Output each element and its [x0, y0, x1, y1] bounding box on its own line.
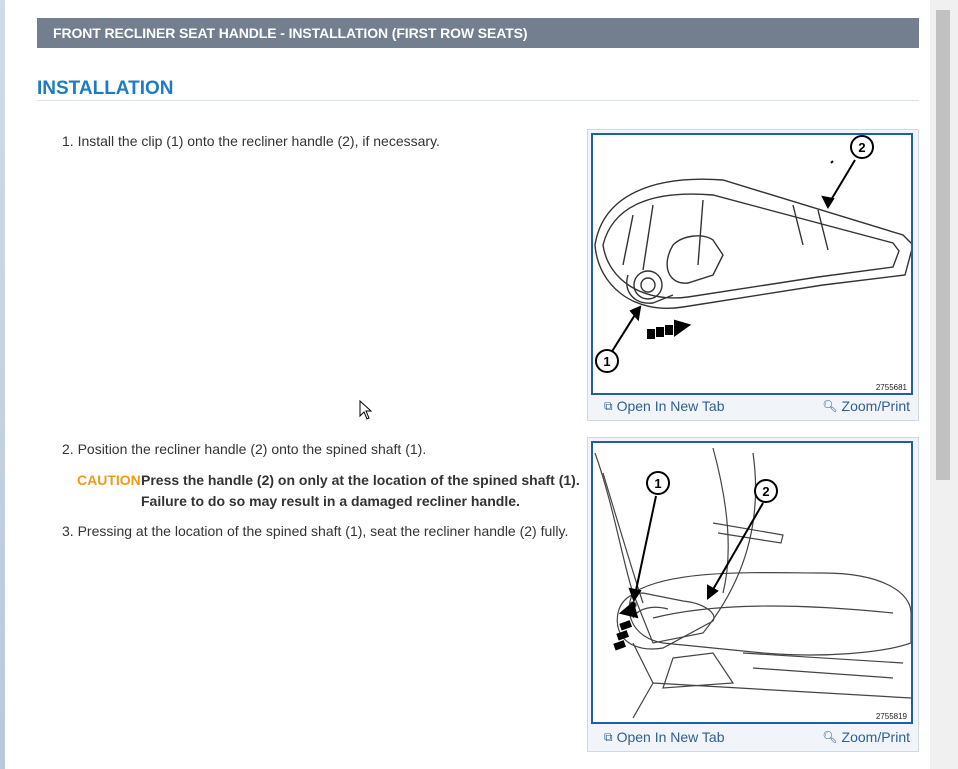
- mouse-cursor-icon: [359, 400, 373, 420]
- open-new-tab-icon: ⧉: [604, 398, 613, 413]
- figure-2-toolbar: [588, 723, 918, 751]
- figure-1-callout-2: [851, 136, 873, 158]
- figure-1-open-label: Open In New Tab: [616, 398, 725, 414]
- figure-1-image[interactable]: [591, 133, 913, 395]
- vertical-scrollbar[interactable]: [930, 0, 958, 769]
- recliner-handle-illustration: [593, 135, 911, 393]
- figure-2-open-label: Open In New Tab: [616, 729, 725, 745]
- step-3: 3. Pressing at the location of the spined shaft (1), seat the recliner handle (2) fully.: [62, 523, 569, 539]
- section-title: INSTALLATION: [37, 78, 919, 101]
- figure-2-callout-1: [647, 472, 669, 494]
- figure-2-zoom-label: Zoom/Print: [841, 729, 910, 745]
- figure-2: [587, 437, 919, 752]
- scrollbar-thumb[interactable]: [936, 10, 950, 480]
- figure-2-callout-2: [755, 480, 777, 502]
- content-page: [5, 0, 930, 769]
- svg-text:2: 2: [858, 140, 866, 155]
- figure-1-zoom-label: Zoom/Print: [841, 398, 910, 414]
- svg-text:2: 2: [762, 484, 770, 499]
- caution-label: CAUTION:: [77, 472, 146, 488]
- svg-text:1: 1: [603, 354, 611, 369]
- caution-text: [141, 470, 581, 512]
- recliner-seat-illustration: [593, 443, 911, 722]
- figure-1-zoom-print[interactable]: [822, 398, 910, 414]
- figure-1-toolbar: [588, 392, 918, 420]
- zoom-magnifier-icon: 🔍︎: [822, 730, 838, 744]
- figure-1: [587, 129, 919, 421]
- zoom-magnifier-icon: 🔍︎: [822, 399, 838, 413]
- figure-2-open-new-tab[interactable]: [604, 729, 725, 745]
- procedure-header: FRONT RECLINER SEAT HANDLE - INSTALLATION (FIRST ROW SEATS): [37, 18, 919, 48]
- caution-line-2: Failure to do so may result in a damaged recliner handle.: [141, 493, 520, 509]
- figure-2-image[interactable]: [591, 441, 913, 724]
- figure-1-id: 2755681: [875, 383, 907, 392]
- open-new-tab-icon: ⧉: [604, 729, 613, 744]
- caution-note: [77, 470, 580, 509]
- step-2: 2. Position the recliner handle (2) onto the spined shaft (1).: [62, 441, 427, 457]
- caution-line-1: Press the handle (2) on only at the location of the spined shaft (1).: [141, 472, 580, 488]
- figure-2-id: 2755819: [875, 712, 907, 721]
- figure-1-callout-1: [596, 350, 618, 372]
- figure-1-open-new-tab[interactable]: [604, 398, 725, 414]
- svg-text:1: 1: [654, 476, 662, 491]
- figure-2-zoom-print[interactable]: [822, 729, 910, 745]
- step-1: 1. Install the clip (1) onto the recliner handle (2), if necessary.: [62, 133, 440, 149]
